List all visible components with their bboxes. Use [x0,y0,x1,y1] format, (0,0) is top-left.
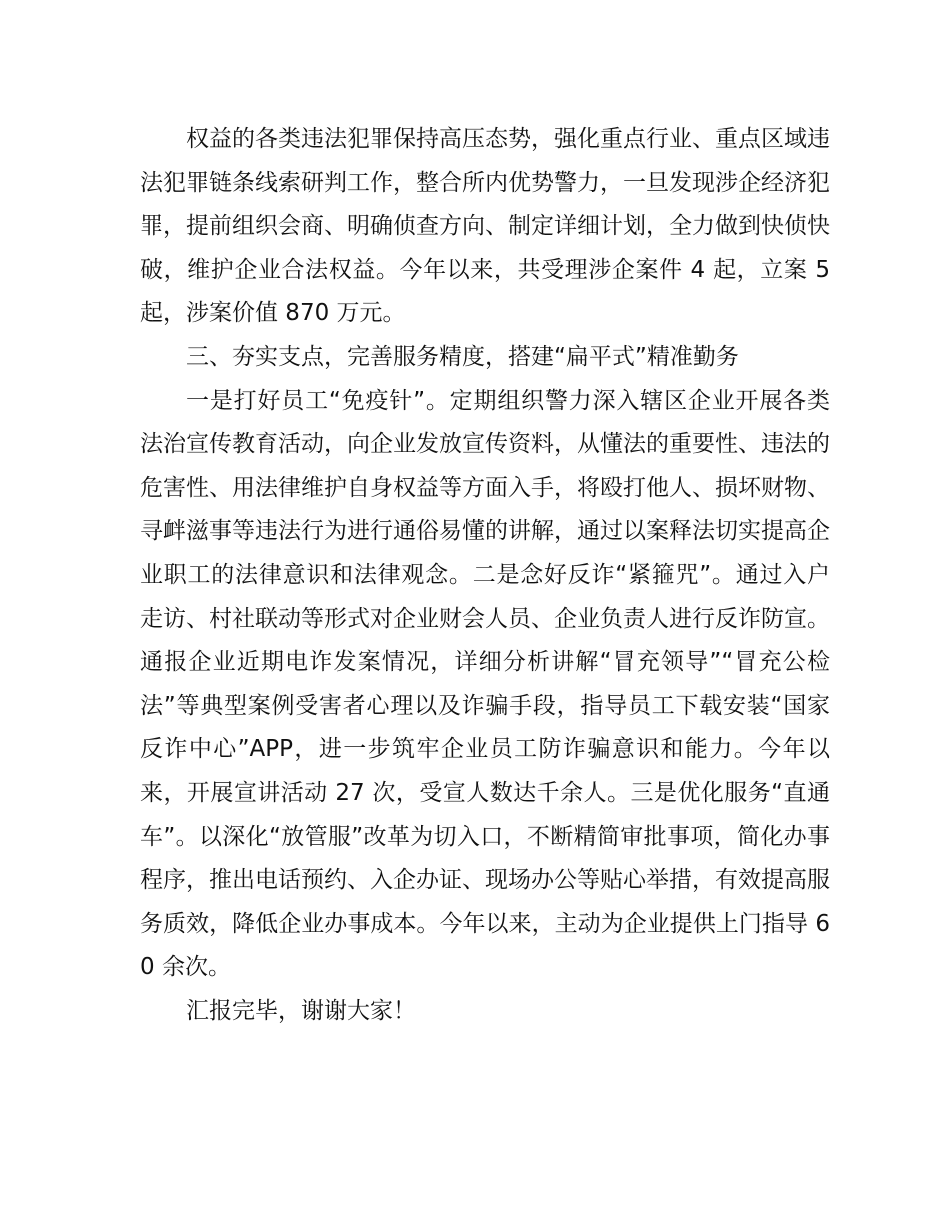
paragraph-closing: 汇报完毕，谢谢大家！ [186,997,416,1024]
paragraph-enforcement-results: 权益的各类违法犯罪保持高压态势，强化重点行业、重点区域违法犯罪链条线索研判工作，整合所内优势警力，一旦发现涉企经济犯罪，提前组织会商、明确侦查方向、制定详细计划，全力做到快侦快破，维护企业合法权益。今年以来，共受理涉企案件 4 起，立案 5 起，涉案价值 870 万元。 [140,126,830,327]
document-body [140,118,830,1033]
paragraph-service-measures: 一是打好员工“免疫针”。定期组织警力深入辖区企业开展各类法治宣传教育活动，向企业发放宣传资料，从懂法的重要性、违法的危害性、用法律维护自身权益等方面入手，将殴打他人、损坏财物、寻衅滋事等违法行为进行通俗易懂的讲解，通过以案释法切实提高企业职工的法律意识和法律观念。二是念好反诈“紧箍咒”。通过入户走访、村社联动等形式对企业财会人员、企业负责人进行反诈防宣。通报企业近期电诈发案情况，详细分析讲解“冒充领导”“冒充公检法”等典型案例受害者心理以及诈骗手段，指导员工下载安装“国家反诈中心”APP，进一步筑牢企业员工防诈骗意识和能力。今年以来，开展宣讲活动 27 次，受宣人数达千余人。三是优化服务“直通车”。以深化“放管服”改革为切入口，不断精简审批事项，简化办事程序，推出电话预约、入企办证、现场办公等贴心举措，有效提高服务质效，降低企业办事成本。今年以来，主动为企业提供上门指导 60 余次。 [140,387,830,981]
section-heading-service-precision: 三、夯实支点，完善服务精度，搭建“扁平式”精准勤务 [186,343,739,370]
